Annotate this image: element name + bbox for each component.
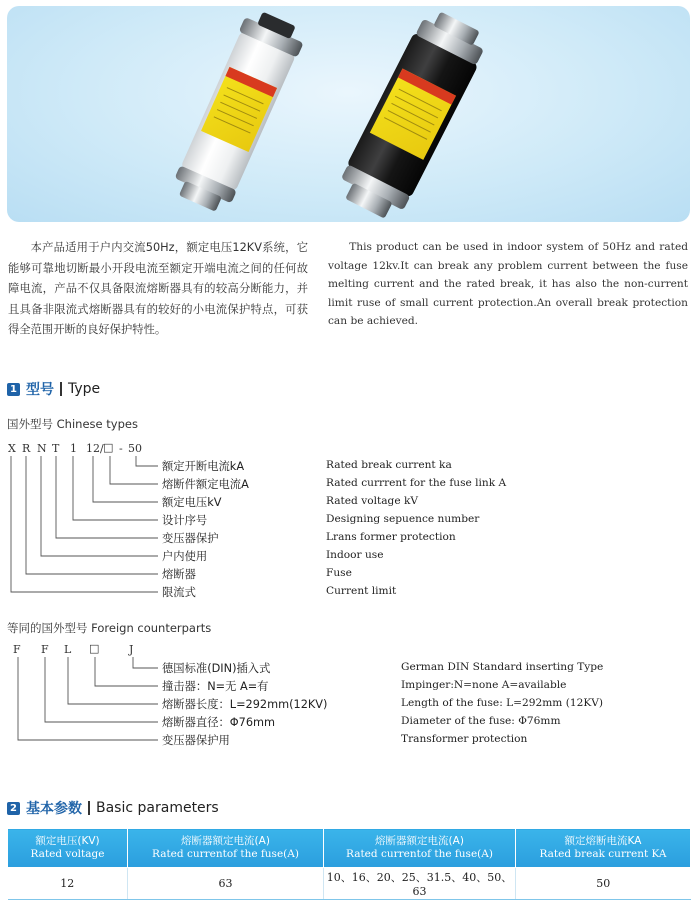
- code1-label-en: Indoor use: [326, 549, 384, 561]
- code-char: J: [129, 643, 134, 656]
- section-title-cn: 基本参数: [26, 801, 82, 817]
- table-cell: 12: [8, 868, 128, 900]
- code1-label-en: Rated break current ka: [326, 459, 452, 471]
- section-title-en: Type: [68, 381, 101, 397]
- code1-label-en: Rated currrent for the fuse link A: [326, 477, 507, 489]
- code-char: L: [64, 643, 72, 656]
- header-cn: 额定电压(KV): [35, 835, 100, 847]
- intro-text-en: This product can be used in indoor system of 50Hz and rated voltage 12kv.It can break any problem current between the fuse melting current and the rated break, it has also the non-current limit ruse of small current protection.An overall break protection can be achieved.: [328, 241, 688, 327]
- code1-label-cn: 熔断件额定电流A: [162, 478, 249, 491]
- code2-label-cn: 德国标准(DIN)插入式: [162, 662, 271, 675]
- code1-label-en: Current limit: [326, 585, 397, 597]
- code-char: □: [89, 642, 100, 655]
- white-fuse: [168, 6, 309, 217]
- table-row: [8, 868, 691, 900]
- code-char: -: [119, 442, 123, 455]
- code-char: R: [22, 442, 31, 455]
- section-title-cn: 型号: [26, 382, 54, 398]
- code1-label-cn: 限流式: [162, 586, 196, 599]
- table-header-row: [8, 829, 691, 868]
- header-en: Rated currentof the fuse(A): [346, 848, 493, 860]
- code1-label-cn: 户内使用: [162, 550, 208, 563]
- table-cell: 10、16、20、25、31.5、40、50、63: [324, 868, 516, 900]
- table-header-cell: [324, 829, 516, 868]
- leader-line: [18, 657, 158, 740]
- leader-line: [68, 657, 158, 704]
- code1-label-cn: 变压器保护: [162, 532, 219, 545]
- code1-label-en: Fuse: [326, 567, 352, 579]
- section-title-en: Basic parameters: [96, 800, 219, 816]
- code1-label-en: Lrans former protection: [326, 531, 456, 543]
- code1-label-cn: 熔断器: [162, 568, 196, 581]
- code-char: 50: [128, 442, 142, 455]
- leader-line: [133, 657, 158, 668]
- code2-label-en: Impinger:N=none A=available: [401, 679, 567, 691]
- code-char: T: [52, 442, 60, 455]
- header-en: Rated break current KA: [539, 848, 667, 860]
- basic-parameters-table: [7, 828, 691, 900]
- code-char: X: [8, 442, 16, 455]
- leader-line: [45, 657, 158, 722]
- code-char: F: [13, 643, 21, 656]
- code2-label-en: Length of the fuse: L=292mm (12KV): [401, 697, 604, 709]
- code2-label-cn: 变压器保护用: [162, 734, 230, 747]
- foreign-counterparts-label: 等同的国外型号 Foreign counterparts: [7, 621, 212, 635]
- table-header-cell: [128, 829, 324, 868]
- table-cell: 50: [516, 868, 691, 900]
- code2-label-en: German DIN Standard inserting Type: [401, 661, 604, 673]
- header-cn: 熔断器额定电流(A): [375, 835, 464, 847]
- table-header-cell: [8, 829, 128, 868]
- intro-text-cn: 本产品适用于户内交流50Hz，额定电压12KV系统，它能够可靠地切断最小开段电流至额定开端电流之间的任何故障电流，产品不仅具备限流熔断器具有的较高分断能力，并且具备非限流式熔断器具有的较好的小电流保护特点，可获得全范围开断的良好保护特性。: [8, 241, 308, 336]
- table-cell: 63: [128, 868, 324, 900]
- leader-line: [95, 657, 158, 686]
- code-char: 1: [70, 442, 77, 455]
- black-fuse: [333, 6, 492, 222]
- header-cn: 额定熔断电流KA: [564, 835, 642, 847]
- code2-label-cn: 熔断器直径：Φ76mm: [162, 716, 276, 729]
- header-en: Rated voltage: [30, 848, 105, 860]
- code-char: □: [103, 441, 114, 454]
- code1-label-en: Rated voltage kV: [326, 495, 419, 507]
- code-char: N: [37, 442, 47, 455]
- section-params-heading: [7, 799, 219, 817]
- code1-label-cn: 设计序号: [162, 514, 208, 527]
- code-leader-lines: [0, 0, 170, 760]
- code-char: F: [41, 643, 49, 656]
- chinese-types-label: 国外型号 Chinese types: [7, 417, 138, 431]
- code1-label-cn: 额定电压kV: [162, 496, 222, 509]
- heading-divider: [88, 801, 90, 815]
- code2-label-cn: 撞击器：N=无 A=有: [162, 680, 269, 693]
- code2-label-en: Transformer protection: [401, 733, 528, 745]
- code2-label-cn: 熔断器长度：L=292mm(12KV): [162, 698, 328, 711]
- code-char: 12/: [86, 442, 104, 455]
- code1-label-en: Designing sepuence number: [326, 513, 480, 525]
- section-number: 1: [7, 383, 20, 396]
- header-cn: 熔断器额定电流(A): [181, 835, 270, 847]
- code2-label-en: Diameter of the fuse: Φ76mm: [401, 715, 561, 727]
- header-en: Rated currentof the fuse(A): [152, 848, 299, 860]
- section-number: 2: [7, 802, 20, 815]
- table-header-cell: [516, 829, 691, 868]
- code1-label-cn: 额定开断电流kA: [162, 460, 245, 473]
